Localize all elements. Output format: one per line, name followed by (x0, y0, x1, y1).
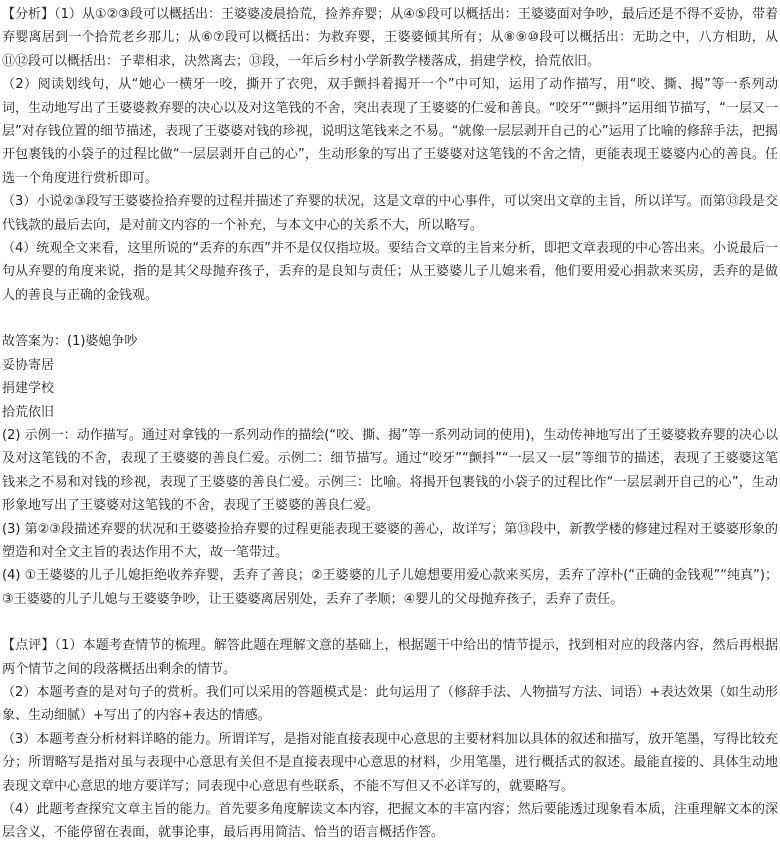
answer-heading: 故答案为：(1)婆媳争吵 (2, 334, 138, 350)
comment-paragraph-3: （3）本题考查分析材料详略的能力。所谓详写，是指对能直接表现中心意思的主要材料加以具体的叙述和描写，放开笔墨，写得比较充分；所谓略写是指对虽与表现中心意思有关但不是直接表现中心意思的材料，少用笔墨，进行概括式的叙述。最能直接的、具体生动地表现文章中心意思的地方要详写；同表现中心意思有些联系，不能不写但又不必详写的，就要略写。 (2, 731, 778, 794)
comment-paragraph-2: （2）本题考查的是对句子的赏析。我们可以采用的答题模式是：此句运用了（修辞手法、人物描写方法、词语）+表达效果（如生动形象、生动细腻）+写出了的内容+表达的情感。 (2, 684, 778, 724)
analysis-paragraph-2: （2）阅读划线句，从“她心一横牙一咬，撕开了衣兜，双手颤抖着揭开一个”中可知，运用了动作描写，用“咬、撕、揭”等一系列动词，生动地写出了王婆婆救弃婴的决心以及对这笔钱的不舍，突出表现了王婆婆的仁爱和善良。“咬牙”“颤抖”运用细节描写，“一层又一层”对存钱位置的细节描述，表现了王婆婆对钱的珍视，说明这笔钱来之不易。“就像一层层剥开自己的心”运用了比喻的修辞手法，把揭开包裹钱的小袋子的过程比做“一层层剥开自己的心”，生动形象的写出了王婆婆对这笔钱的不舍之情，更能表现王婆婆内心的善良。任选一个角度进行赏析即可。 (2, 77, 778, 186)
answer-2: (2) 示例一：动作描写。通过对拿钱的一系列动作的描绘(“咬、撕、揭”等一系列动词的使用)，生动传神地写出了王婆婆救弃婴的决心以及对这笔钱的不舍，表现了王婆婆的善良仁爱。示例二：细节描写。通过“咬牙”“颤抖”“一层又一层”等细节的描述，表现了王婆婆这笔钱来之不易和对钱的珍视，表现了王婆婆的善良仁爱。示例三：比喻。将揭开包裹钱的小袋子的过程比作“一层层剥开自己的心”，生动形象地写出了王婆婆对这笔钱的不舍，表现了王婆婆的善良仁爱。 (2, 427, 778, 514)
answer-1-item-2: 妥协寄居 (2, 357, 55, 373)
comment-paragraph-1: 【点评】（1）本题考查情节的梳理。解答此题在理解文意的基础上，根据题干中给出的情节提示，找到相对应的段落内容，然后再根据两个情节之间的段落概括出剩余的情节。 (2, 638, 778, 677)
analysis-paragraph-3: （3）小说②③段写王婆婆捡拾弃婴的过程并描述了弃婴的状况，这是文章的中心事件，可以突出文章的主旨，所以详写。而第⑬段是交代钱款的最后去向，是对前文内容的一个补充，与本文中心的关系不大，所以略写。 (2, 194, 778, 233)
section-gap (2, 611, 778, 634)
analysis-paragraph-1: 【分析】（1）从①②③段可以概括出：王婆婆凌晨拾荒，捡养弃婴；从④⑤段可以概括出：王婆婆面对争吵，最后还是不得不妥协，带着弃婴离居到一个拾荒老乡那儿；从⑥⑦段可以概括出：为救弃婴，王婆婆倾其所有；从⑧⑨⑩段可以概括出：无助之中，八方相助，从⑪⑫段可以概括出：子辈相求，决然离去；⑬段，一年后乡村小学新教学楼落成，捐建学校，拾荒依旧。 (2, 7, 778, 69)
comment-section (2, 634, 778, 845)
answer-3: (3) 第②③段描述弃婴的状况和王婆婆捡拾弃婴的过程更能表现王婆婆的善心，故详写；第⑬段中，新教学楼的修建过程对王婆婆形象的塑造和对全文主旨的表达作用不大，故一笔带过。 (2, 521, 778, 560)
answer-4: (4) ①王婆婆的儿子儿媳拒绝收养弃婴，丢弃了善良；②王婆婆的儿子儿媳想要用爱心款来买房，丢弃了淳朴(“正确的金钱观”“纯真”)；③王婆婆的儿子儿媳与王婆婆争吵，让王婆婆离居别处，丢弃了孝顺；④婴儿的父母抛弃孩子，丢弃了责任。 (2, 568, 778, 607)
section-gap (2, 307, 778, 330)
analysis-paragraph-4: （4）统观全文来看，这里所说的“丢弃的东西”并不是仅仅指垃圾。要结合文章的主旨来分析，即把文章表现的中心答出来。小说最后一句从弃婴的角度来说，指的是其父母抛弃孩子，丢弃的是良知与责任；从王婆婆儿子儿媳来看，他们要用爱心捐款来买房，丢弃的是做人的善良与正确的金钱观。 (2, 241, 778, 303)
answer-1-item-4: 拾荒依旧 (2, 404, 55, 420)
answer-1-item-3: 捐建学校 (2, 381, 55, 397)
analysis-section (2, 3, 778, 307)
comment-paragraph-4: （4）此题考查探究文章主旨的能力。首先要多角度解读文本内容，把握文本的丰富内容；然后要能透过现象看本质，注重理解文本的深层含义，不能停留在表面，就事论事，最后再用简洁、恰当的语言概括作答。 (2, 802, 778, 841)
answer-section (2, 330, 778, 611)
